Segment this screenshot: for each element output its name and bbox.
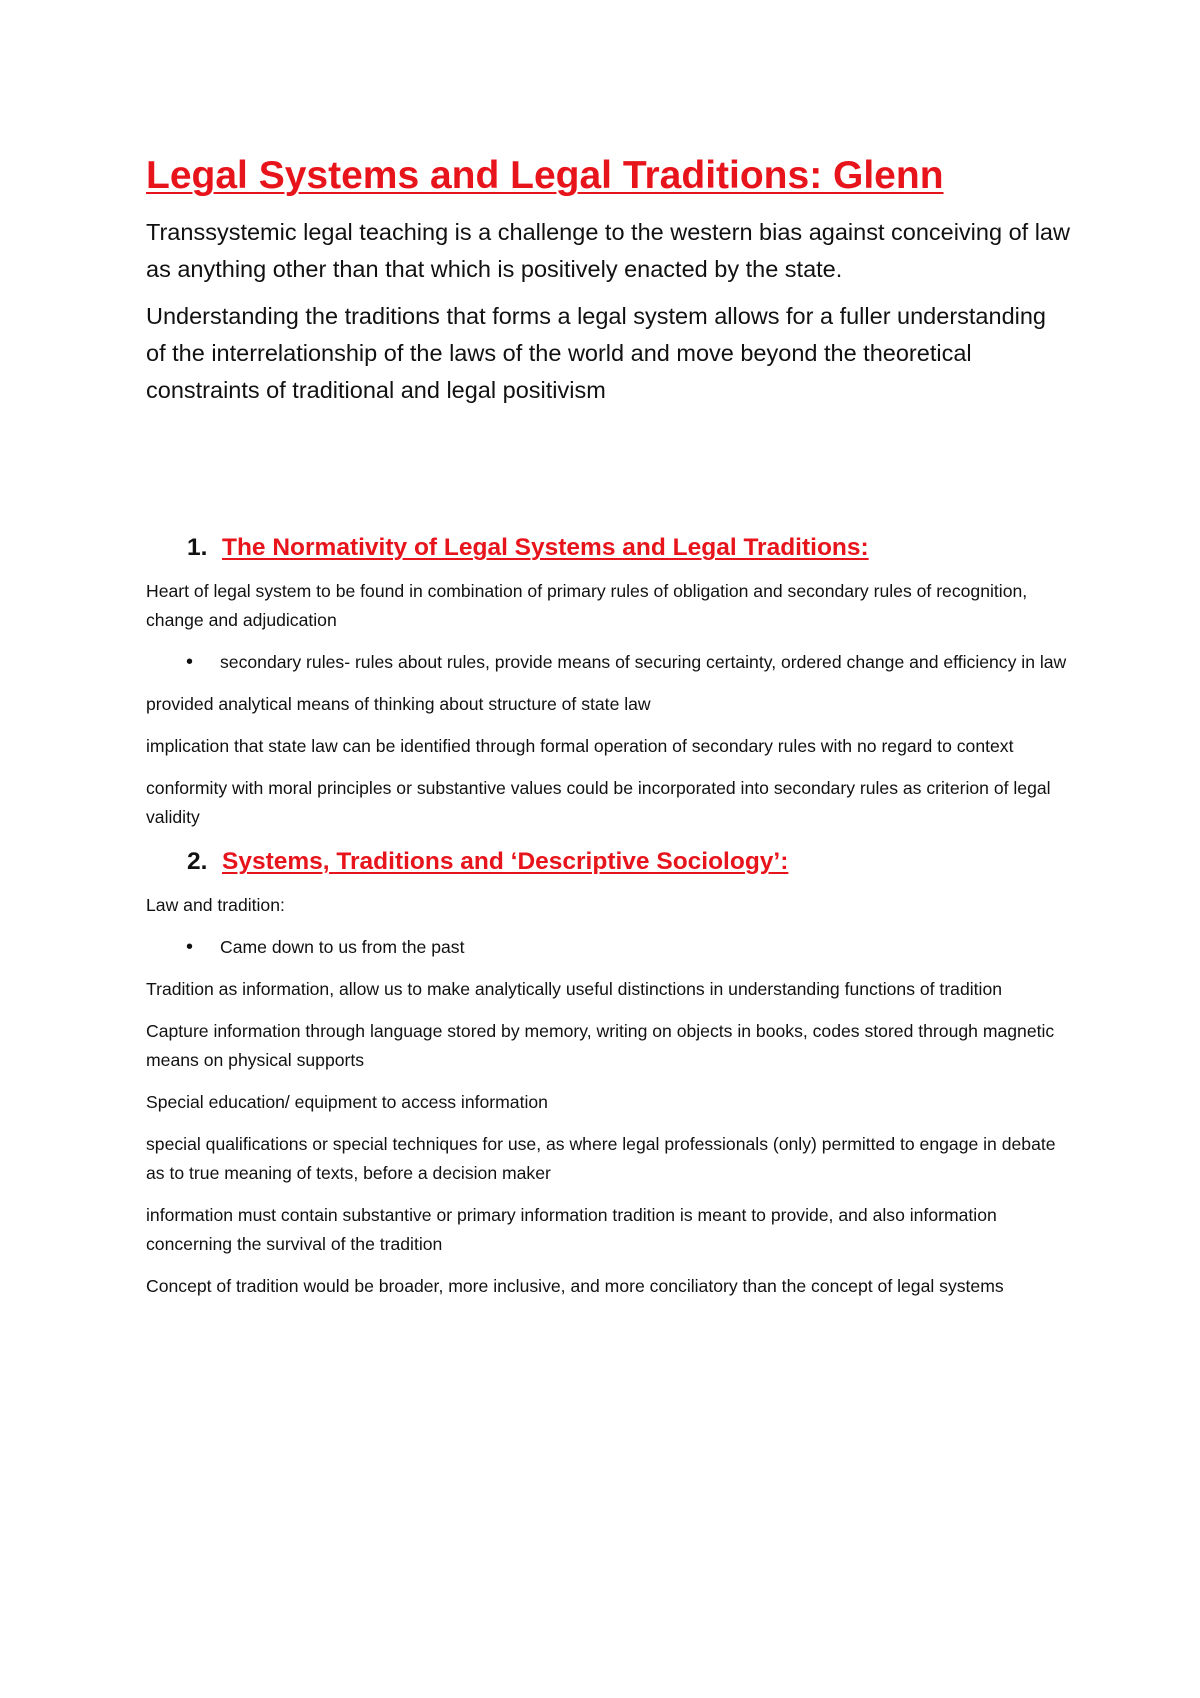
- section-title: The Normativity of Legal Systems and Legal Traditions:: [222, 534, 869, 561]
- bullet-icon: •: [186, 651, 194, 673]
- section-heading-2: [146, 845, 1070, 879]
- section-title: Systems, Traditions and ‘Descriptive Sociology’:: [222, 848, 789, 875]
- paragraph: information must contain substantive or primary information tradition is meant to provide, and also information concerning the survival of the tradition: [146, 1205, 997, 1254]
- bullet-item: [146, 648, 1070, 677]
- paragraph: provided analytical means of thinking about structure of state law: [146, 694, 651, 714]
- intro-paragraph-1: Transsystemic legal teaching is a challenge to the western bias against conceiving of law as anything other than that which is positively enacted by the state.: [146, 219, 1070, 282]
- section-2: [146, 845, 1070, 1301]
- paragraph: Tradition as information, allow us to make analytically useful distinctions in understanding functions of tradition: [146, 979, 1003, 999]
- paragraph: Special education/ equipment to access information: [146, 1092, 548, 1112]
- paragraph: Concept of tradition would be broader, more inclusive, and more conciliatory than the concept of legal systems: [146, 1276, 1004, 1296]
- section-number: 1.: [187, 534, 208, 561]
- section-heading-1: [146, 531, 1070, 565]
- paragraph: implication that state law can be identified through formal operation of secondary rules with no regard to context: [146, 736, 1014, 756]
- bullet-icon: •: [186, 936, 194, 958]
- document-title: Legal Systems and Legal Traditions: Glenn: [146, 154, 944, 197]
- paragraph: Capture information through language stored by memory, writing on objects in books, codes stored through magnetic means on physical supports: [146, 1021, 1055, 1070]
- section-2-lead-paragraph: Law and tradition:: [146, 895, 285, 915]
- section-1: [146, 531, 1070, 832]
- paragraph: conformity with moral principles or substantive values could be incorporated into secondary rules as criterion of legal validity: [146, 778, 1051, 827]
- bullet-text: Came down to us from the past: [220, 937, 465, 957]
- bullet-item: [146, 933, 1070, 962]
- section-spacer: [146, 409, 1070, 531]
- intro-paragraph-2: Understanding the traditions that forms a legal system allows for a fuller understanding of the interrelationship of the laws of the world and move beyond the theoretical constraints of traditional and legal positivism: [146, 303, 1046, 403]
- section-number: 2.: [187, 848, 208, 875]
- section-1-lead-paragraph: Heart of legal system to be found in combination of primary rules of obligation and secondary rules of recognition, change and adjudication: [146, 581, 1028, 630]
- paragraph: special qualifications or special techniques for use, as where legal professionals (only) permitted to engage in debate as to true meaning of texts, before a decision maker: [146, 1134, 1056, 1183]
- bullet-text: secondary rules- rules about rules, provide means of securing certainty, ordered change and efficiency in law: [220, 652, 1067, 672]
